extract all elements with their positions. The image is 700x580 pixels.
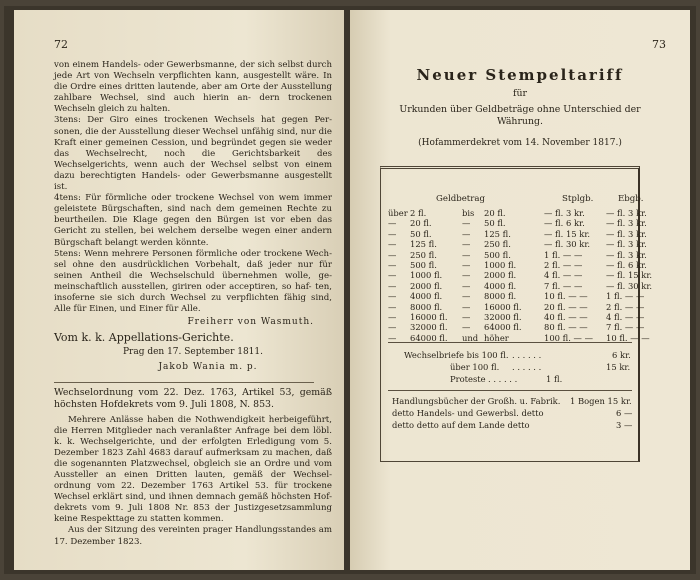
table-cell-to: 8000 fl.	[484, 291, 517, 302]
paragraph: 4tens: Für förmliche oder trockene Wechsel von wem immer geleistete Bürgschaften, sind nach dem gemeinen Rechte zu beurtheilen. Die Klage gegen den Bürgen ist vor eben das Gericht zu stellen, bei welchem derselbe wegen einer andern Bürgschaft belangt werden könnte.	[54, 193, 332, 248]
table-cell-from: 1000 fl.	[410, 270, 443, 281]
table-cell-receipt: — fl. 3 kr.	[606, 239, 647, 250]
table-cell-to-prefix: —	[462, 291, 471, 302]
table-cell-stamp: 1 fl. — —	[544, 249, 583, 260]
table-row	[388, 239, 647, 250]
left-page	[14, 10, 344, 570]
table-cell-to-prefix: und	[462, 332, 479, 343]
subtitle: Urkunden über Geldbeträge ohne Unterschied der Währung.	[399, 104, 641, 127]
bill-label: Wechselbriefe bis 100 fl.	[404, 350, 509, 360]
table-cell-from: 2 fl.	[410, 208, 427, 218]
table-cell-to-prefix: —	[462, 260, 471, 270]
table-cell-from-prefix: —	[388, 249, 397, 260]
paragraph: Aus der Sitzung des vereinten prager Handlungsstandes am 17. Dezember 1823.	[54, 525, 332, 547]
signature: Jakob Wania m. p.	[158, 362, 258, 373]
table-cell-to: 20 fl.	[484, 208, 506, 218]
table-cell-from: 500 fl.	[410, 260, 437, 270]
table-cell-to: 2000 fl.	[484, 270, 517, 281]
table-row	[388, 228, 647, 240]
paragraph: Mehrere Anlässe haben die Nothwendigkeit herbeigeführt, die Herren Mitglieder nach veranlaßter Anfrage bei dem löbl. k. k. Wechselgerichte, und der erfolgten Erledigung vom 5. Dezember 1823 Zahl 4683 darauf aufmerksam zu machen, daß die sogenannten Platzwechsel, obgleich sie an Ordre und vom Aussteller an einen Dritten lauten, gemäß der Wechsel- ordnung vom 22. Dezember 1763 Artikel 53. für trockene Wechsel erklärt sind, und ihnen demnach gemäß höchsten Hof- dekrets vom 9. Juli 1808 Nr. 853 der Justizgesetzsammlung keine Respekttage zu statten kommen.	[54, 414, 332, 525]
table-cell-receipt: 2 fl. — —	[606, 301, 645, 312]
open-book	[4, 6, 696, 574]
table-cell-from: 32000 fl.	[410, 322, 448, 333]
table-cell-to-prefix: —	[462, 312, 471, 322]
decree-line: (Hofammerdekret vom 14. November 1817.)	[418, 138, 622, 148]
table-cell-stamp: — fl. 3 kr.	[544, 208, 585, 218]
table-cell-receipt: — fl. 3 kr.	[606, 228, 647, 239]
table-cell-to-prefix: —	[462, 249, 471, 260]
table-cell-to: 1000 fl.	[484, 260, 517, 270]
table-row	[388, 322, 645, 333]
table-cell-to-prefix: —	[462, 301, 471, 312]
table-cell-receipt: — fl. 3 kr.	[606, 218, 647, 229]
table-cell-from-prefix: —	[388, 260, 397, 270]
table-row	[388, 249, 647, 261]
bill-value: 1 fl.	[546, 374, 563, 384]
left-page-text	[54, 60, 332, 548]
table-row	[388, 208, 647, 219]
table-cell-from-prefix: —	[388, 332, 397, 343]
book-value: 3 —	[616, 420, 633, 430]
bill-dots: . . . . . .	[488, 374, 518, 384]
table-row	[388, 301, 645, 313]
table-cell-to: 250 fl.	[484, 239, 511, 250]
table-cell-receipt: — fl. 15 kr.	[606, 270, 653, 281]
paragraph: 3tens: Der Giro eines trockenen Wechsels hat gegen Per- sonen, die der Ausstellung dieser Wechsel unfähig sind, nur die Kraft einer gemeinen Cession, und begründet gegen sie weder das Wechselrecht, noch die Gerichtsbarkeit des Wechselgerichts, wenn auch der Wechsel selbst von einem dazu berechtigten Handels- oder Gewerbsmanne ausgestellt ist.	[54, 115, 332, 193]
table-cell-from: 20 fl.	[410, 218, 432, 229]
table-cell-receipt: 10 fl. — —	[606, 332, 650, 343]
table-cell-to: 4000 fl.	[484, 280, 517, 291]
section-heading: Wechselordnung vom 22. Dez. 1763, Artikel 53, gemäß höchsten Hofdekrets vom 9. Juli 1808, N. 853.	[54, 386, 332, 410]
bill-value: 15 kr.	[606, 362, 631, 372]
right-page	[350, 10, 690, 570]
column-header-amount: Geldbetrag	[436, 194, 485, 204]
table-cell-from: 2000 fl.	[410, 280, 443, 291]
bill-dots: . . . . . .	[512, 362, 542, 372]
book-value: 6 —	[616, 408, 633, 418]
table-cell-to-prefix: —	[462, 270, 471, 281]
table-cell-from: 50 fl.	[410, 228, 432, 239]
table-cell-to: 500 fl.	[484, 249, 511, 260]
table-row	[388, 218, 647, 229]
table-row	[388, 291, 645, 302]
table-cell-to: 64000 fl.	[484, 322, 522, 333]
paragraph: von einem Handels- oder Gewerbsmanne, der sich selbst durch jede Art von Wechseln verpflichten kann, ausgestellt wäre. In die Ordre eines dritten lautende, aber am Orte der Ausstellung zahlbare Wechsel, sind auch hierin an- dern trockenen Wechseln gleich zu halten.	[54, 60, 332, 115]
table-cell-from: 16000 fl.	[410, 312, 448, 322]
table-cell-receipt: 1 fl. — —	[606, 291, 645, 302]
table-row	[388, 260, 647, 271]
table-cell-receipt: 7 fl. — —	[606, 322, 645, 333]
table-cell-stamp: 80 fl. — —	[544, 322, 588, 333]
book-label: detto Handels- und Gewerbsl. detto	[392, 408, 544, 418]
table-cell-from: 125 fl.	[410, 239, 437, 250]
page-number-right: 73	[652, 38, 666, 51]
table-cell-stamp: 10 fl. — —	[544, 291, 588, 302]
table-cell-to-prefix: —	[462, 322, 471, 333]
subtitle: für	[513, 88, 527, 99]
table-cell-from-prefix: —	[388, 322, 397, 333]
divider	[388, 390, 632, 391]
table-cell-to: 32000 fl.	[484, 312, 522, 322]
table-row	[388, 312, 645, 323]
table-cell-stamp: 7 fl. — —	[544, 280, 583, 291]
table-cell-stamp: — fl. 30 kr.	[544, 239, 591, 250]
table-cell-to-prefix: —	[462, 280, 471, 291]
bill-label: über 100 fl.	[450, 362, 500, 372]
table-cell-stamp: 4 fl. — —	[544, 270, 583, 281]
table-cell-from-prefix: —	[388, 301, 397, 312]
table-cell-to-prefix: —	[462, 239, 471, 250]
table-cell-from: 4000 fl.	[410, 291, 443, 302]
divider	[388, 342, 632, 343]
bill-dots: . . . . . .	[512, 350, 542, 360]
table-cell-receipt: — fl. 3 kr.	[606, 208, 647, 218]
table-cell-stamp: 2 fl. — —	[544, 260, 583, 270]
table-cell-from-prefix: —	[388, 291, 397, 302]
book-label: Handlungsbücher der Großh. u. Fabrik.	[392, 396, 561, 406]
table-cell-from-prefix: —	[388, 270, 397, 281]
divider	[54, 382, 314, 383]
column-header-receipt: Ebgb.	[618, 194, 644, 204]
table-cell-stamp: — fl. 15 kr.	[544, 228, 591, 239]
table-cell-to-prefix: —	[462, 218, 471, 229]
table-cell-to: höher	[484, 332, 509, 343]
bill-value: 6 kr.	[612, 350, 631, 360]
signature: Freiherr von Wasmuth.	[187, 317, 314, 328]
table-row	[388, 270, 653, 281]
table-cell-receipt: — fl. 6 kr.	[606, 260, 647, 270]
table-cell-stamp: — fl. 6 kr.	[544, 218, 585, 229]
table-cell-from-prefix: —	[388, 218, 397, 229]
table-cell-to-prefix: bis	[462, 208, 475, 218]
table-cell-from-prefix: —	[388, 280, 397, 291]
book-label: detto detto auf dem Lande detto	[392, 420, 530, 430]
table-cell-stamp: 100 fl. — —	[544, 332, 593, 343]
tariff-title: Neuer Stempeltariff	[416, 66, 624, 84]
table-cell-from: 8000 fl.	[410, 301, 443, 312]
table-cell-receipt: — fl. 3 kr.	[606, 249, 647, 260]
page-number-left: 72	[54, 38, 68, 51]
paragraph: 5tens: Wenn mehrere Personen förmliche oder trockene Wech- sel ohne den ausdrücklichen Vorbehalt, daß jeder nur für seinen Antheil die Wechselschuld übernehmen wolle, ge- meinschaftlich ausstellen, giriren oder acceptiren, so haf- ten, insoferne sie sich durch Wechsel zu verpflichten fähig sind, Alle für Einen, und Einer für Alle.	[54, 248, 332, 315]
table-cell-from-prefix: —	[388, 312, 397, 322]
column-header-stamp: Stplgb.	[562, 194, 594, 204]
court-heading: Vom k. k. Appellations-Gerichte.	[54, 331, 234, 345]
table-cell-to: 50 fl.	[484, 218, 506, 229]
table-cell-from: 250 fl.	[410, 249, 437, 260]
table-cell-from-prefix: über	[388, 208, 408, 218]
table-cell-stamp: 20 fl. — —	[544, 301, 588, 312]
book-value: 1 Bogen 15 kr.	[570, 396, 632, 406]
table-cell-to: 125 fl.	[484, 228, 511, 239]
table-cell-to: 16000 fl.	[484, 301, 522, 312]
table-row	[388, 280, 653, 292]
table-cell-receipt: 4 fl. — —	[606, 312, 645, 322]
table-cell-stamp: 40 fl. — —	[544, 312, 588, 322]
table-cell-from-prefix: —	[388, 239, 397, 250]
date-line: Prag den 17. September 1811.	[122, 347, 263, 358]
bill-label: Proteste	[450, 374, 486, 384]
table-cell-to-prefix: —	[462, 228, 471, 239]
table-cell-from-prefix: —	[388, 228, 397, 239]
table-cell-from: 64000 fl.	[410, 332, 448, 343]
table-cell-receipt: — fl. 30 kr.	[606, 280, 653, 291]
